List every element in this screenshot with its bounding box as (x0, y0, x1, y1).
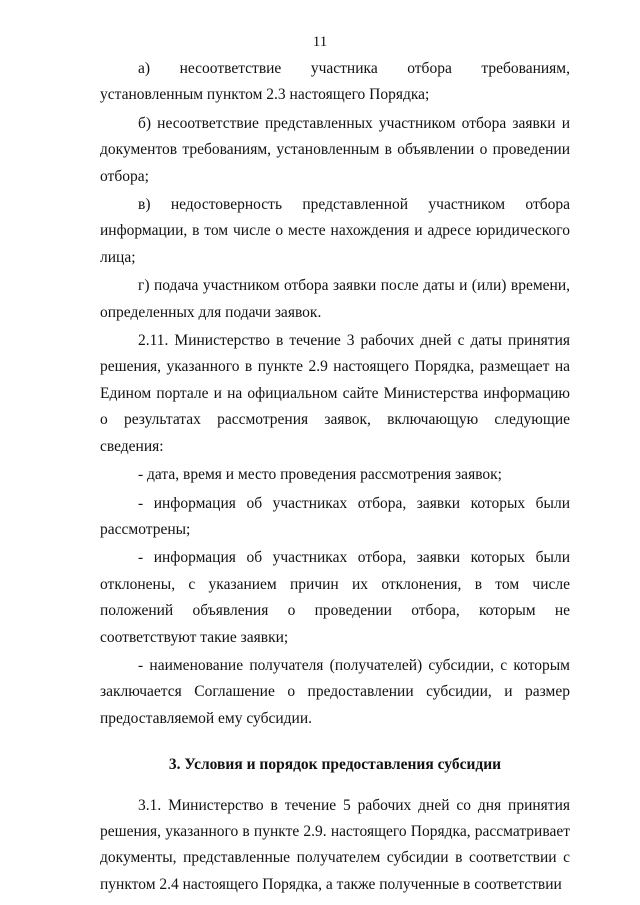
list-item-recipient-name: - наименование получателя (получателей) субсидии, с которым заключается Соглашение о предоставлении субсидии, и размер предоставляемой ему субсидии. (100, 656, 570, 727)
paragraph-item-b: б) несоответствие представленных участником отбора заявки и документов требованиям, установленным в объявлении о проведении отбора; (100, 114, 570, 185)
paragraph-item-v: в) недостоверность представленной участником отбора информации, в том числе о месте нахождения и адресе юридического лица; (100, 196, 570, 266)
section-heading: 3. Условия и порядок предоставления субсидии (168, 756, 502, 774)
document-body (100, 56, 570, 898)
paragraph-2-11: 2.11. Министерство в течение 3 рабочих дней с даты принятия решения, указанного в пункте 2.9 настоящего Порядка, размещает на Едином портале и на официальном сайте Министерства информацию о результатах рассмотрения заявок, включающую следующие сведения: (100, 332, 570, 455)
paragraph-item-g: г) подача участником отбора заявки после даты и (или) времени, определенных для подачи заявок. (100, 277, 570, 321)
paragraph-3-1: 3.1. Министерство в течение 5 рабочих дней со дня принятия решения, указанного в пункте 2.9. настоящего Порядка, рассматривает документы, представленные получателем субсидии в соответствии с пунктом 2.4 настоящего Порядка, а также полученные в соответствии (100, 796, 570, 893)
paragraph-item-a: а) несоответствие участника отбора требованиям, установленным пунктом 2.3 настоящего Порядка; (100, 60, 570, 104)
list-item-reviewed-participants: - информация об участниках отбора, заявки которых были рассмотрены; (100, 494, 570, 538)
list-item-rejected-participants: - информация об участниках отбора, заявки которых были отклонены, с указанием причин их отклонения, в том числе положений объявления о проведении отбора, которым не соответствуют такие заявки; (100, 549, 570, 646)
page-number: 11 (312, 34, 328, 50)
list-item-date-time-place: - дата, время и место проведения рассмотрения заявок; (138, 466, 502, 484)
